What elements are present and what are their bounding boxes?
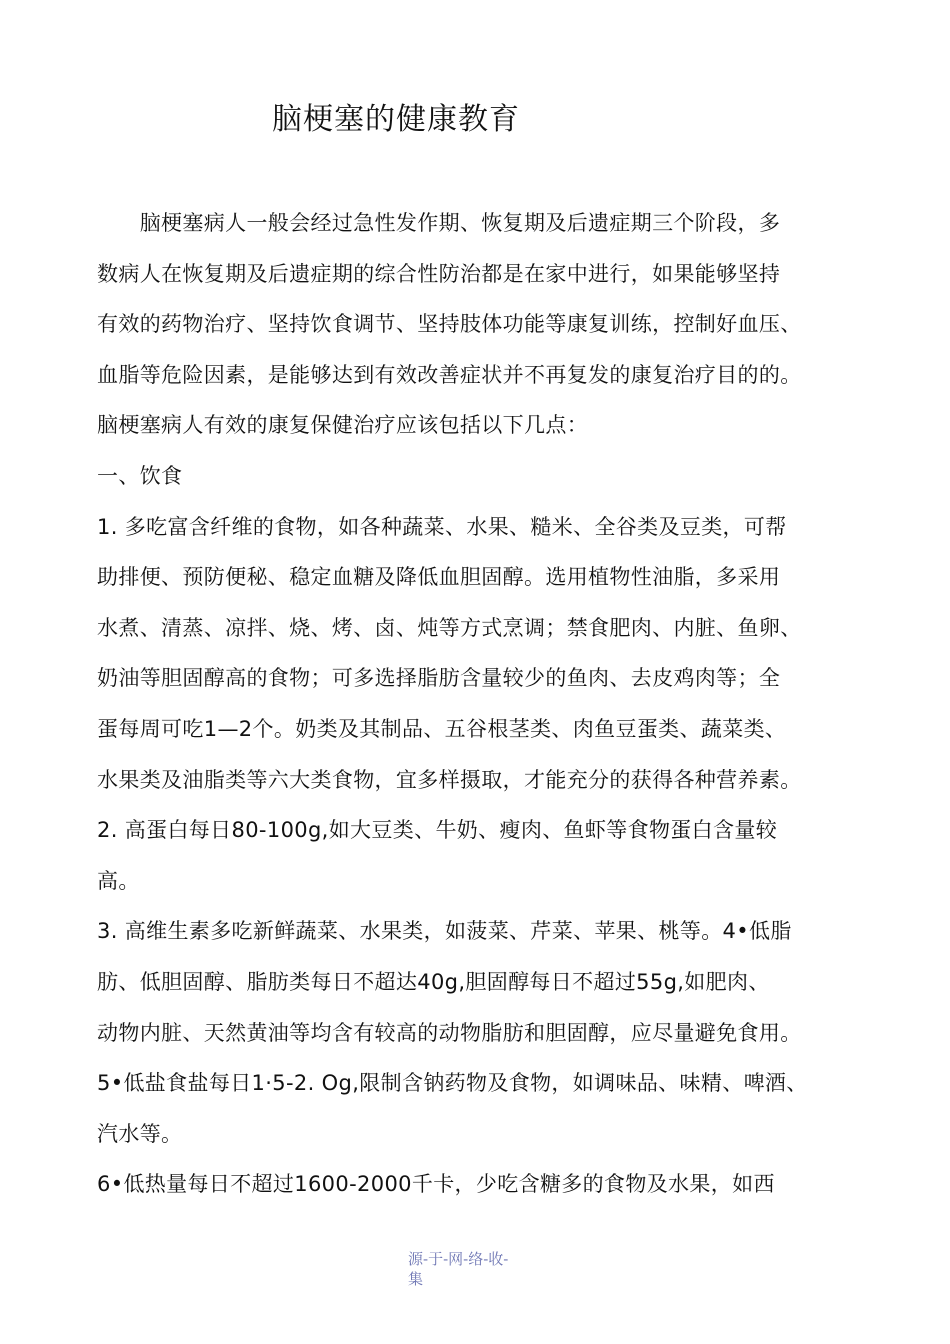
body-line: 脑梗塞病人有效的康复保健治疗应该包括以下几点： xyxy=(97,413,589,438)
body-line: 汽水等。 xyxy=(97,1121,183,1146)
body-line: 脑梗塞病人一般会经过急性发作期、恢复期及后遗症期三个阶段，多 xyxy=(97,211,781,235)
body-line: 5•低盐食盐每日1·5-2. Og,限制含钠药物及食物，如调味品、味精、啤酒、 xyxy=(97,1071,808,1096)
body-line: 血脂等危险因素，是能够达到有效改善症状并不再复发的康复治疗目的的。 xyxy=(97,362,802,387)
body-line: 6•低热量每日不超过1600-2000千卡，少吃含糖多的食物及水果，如西 xyxy=(97,1172,775,1197)
section-heading: 一、饮食 xyxy=(97,463,183,488)
body-line: 有效的药物治疗、坚持饮食调节、坚持肢体功能等康复训练，控制好血压、 xyxy=(97,312,802,337)
body-line: 水果类及油脂类等六大类食物，宜多样摄取，才能充分的获得各种营养素。 xyxy=(97,767,802,792)
source-footer xyxy=(408,1249,548,1289)
body-line: 肪、低胆固醇、脂肪类每日不超达40g,胆固醇每日不超过55g,如肥肉、 xyxy=(97,969,770,994)
body-line: 奶油等胆固醇高的食物；可多选择脂肪含量较少的鱼肉、去皮鸡肉等；全 xyxy=(97,666,781,691)
document-title: 脑梗塞的健康教育 xyxy=(272,102,520,137)
body-line: 水煮、清蒸、凉拌、烧、烤、卤、炖等方式烹调；禁食肥肉、内脏、鱼卵、 xyxy=(97,615,802,640)
footer-line: 集 xyxy=(408,1270,424,1288)
body-line: 动物内脏、天然黄油等均含有较高的动物脂肪和胆固醇，应尽量避免食用。 xyxy=(97,1020,802,1045)
body-line: 高。 xyxy=(97,868,140,893)
body-line: 2. 高蛋白每日80-100g,如大豆类、牛奶、瘦肉、鱼虾等食物蛋白含量较 xyxy=(97,818,778,843)
footer-line: 源-于-网-络-收- xyxy=(408,1250,509,1268)
body-line: 数病人在恢复期及后遗症期的综合性防治都是在家中进行，如果能够坚持 xyxy=(97,261,781,286)
body-line: 助排便、预防便秘、稳定血糖及降低血胆固醇。选用植物性油脂，多采用 xyxy=(97,565,781,590)
body-line: 3. 高维生素多吃新鲜蔬菜、水果类，如菠菜、芹菜、苹果、桃等。4•低脂 xyxy=(97,919,792,944)
document-body xyxy=(97,198,887,1210)
body-line: 1. 多吃富含纤维的食物，如各种蔬菜、水果、糙米、全谷类及豆类，可帮 xyxy=(97,514,787,539)
body-line: 蛋每周可吃1—2个。奶类及其制品、五谷根茎类、肉鱼豆蛋类、蔬菜类、 xyxy=(97,716,787,741)
